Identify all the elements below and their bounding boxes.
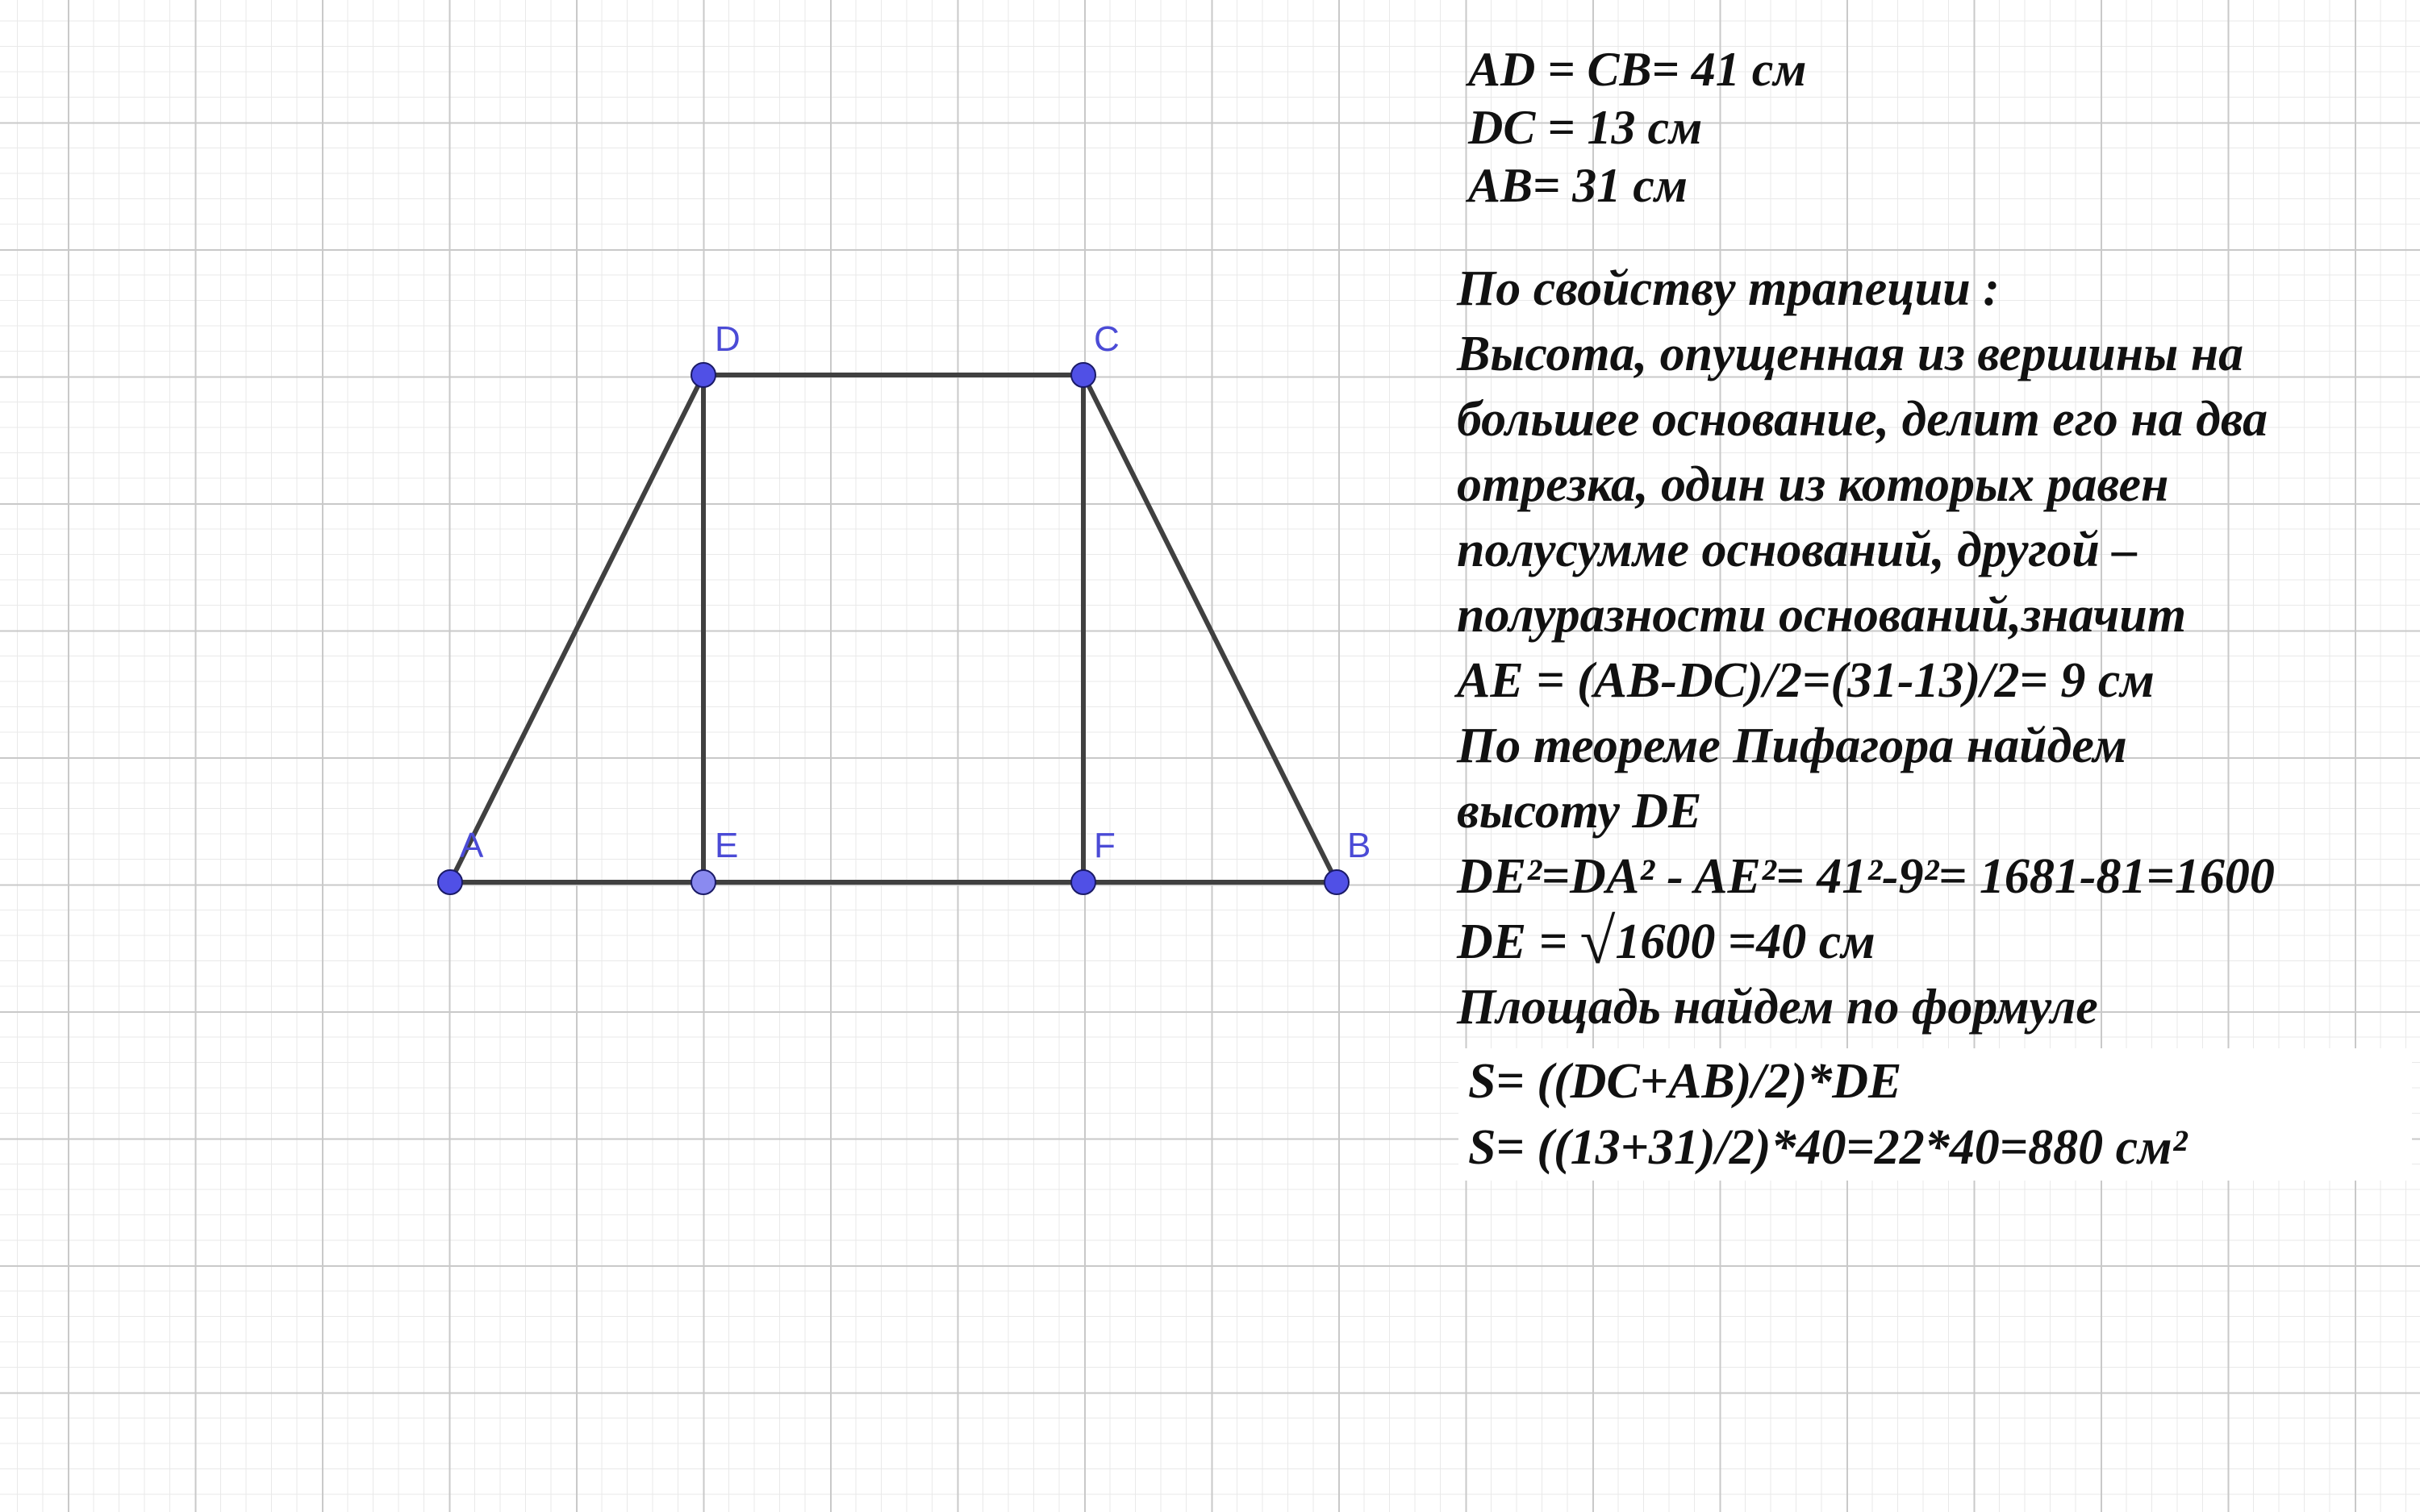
label-D: D [715,319,741,359]
given-line: AB= 31 см [1468,159,1688,212]
sqrt-prefix: DE = [1457,914,1580,969]
solution-line: большее основание, делит его на два [1457,392,2268,447]
point-D[interactable] [691,363,716,387]
solution-line: По свойству трапеции : [1457,261,2000,316]
given-line: AD = CB= 41 см [1468,43,1807,96]
sqrt-suffix: 1600 =40 см [1615,914,1876,969]
label-C: C [1094,319,1120,359]
solution-line: DE²=DA² - AE²= 41²-9²= 1681-81=1600 [1457,849,2275,904]
solution-text [1457,256,2275,1040]
segment-CB[interactable] [1083,375,1337,882]
point-E[interactable] [691,870,716,894]
solution-line: Высота, опущенная из вершины на [1457,327,2244,381]
point-A[interactable] [438,870,462,894]
label-E: E [715,826,739,865]
solution-line: AE = (AB-DC)/2=(31-13)/2= 9 см [1457,653,2155,708]
point-C[interactable] [1071,363,1095,387]
solution-line: полусумме оснований, другой – [1457,523,2138,577]
area-formulas [1458,1048,2412,1181]
area-intro: Площадь найдем по формуле [1457,980,2098,1035]
formula-line: S= ((13+31)/2)*40=22*40=880 см² [1468,1120,2188,1175]
solution-line: По теореме Пифагора найдем [1457,719,2127,773]
given-line: DC = 13 см [1468,101,1703,154]
sqrt-symbol: √ [1579,906,1616,977]
given-values [1468,40,1807,215]
label-A: A [460,826,484,865]
label-B: B [1347,826,1371,865]
solution-line: высоту DE [1457,784,1702,839]
sqrt-line [1457,906,2275,977]
point-B[interactable] [1325,870,1349,894]
segments [450,375,1337,882]
label-F: F [1094,826,1116,865]
segment-AD[interactable] [450,375,703,882]
formula-line: S= ((DC+AB)/2)*DE [1468,1054,1902,1109]
point-F[interactable] [1071,870,1095,894]
solution-line: полуразности оснований,значит [1457,588,2187,643]
solution-line: отрезка, один из которых равен [1457,457,2169,512]
